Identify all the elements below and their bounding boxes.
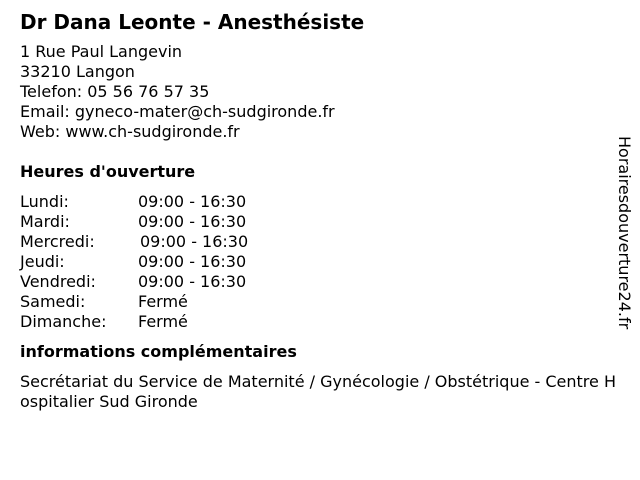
email-line: Email: gyneco-mater@ch-sudgironde.fr [20, 102, 335, 121]
page-title: Dr Dana Leonte - Anesthésiste [20, 10, 365, 34]
web-line: Web: www.ch-sudgironde.fr [20, 122, 240, 141]
time-value: Fermé [138, 312, 188, 331]
day-label: Lundi: [20, 192, 69, 211]
street-address: 1 Rue Paul Langevin [20, 42, 183, 61]
info-heading: informations complémentaires [20, 342, 297, 361]
hours-row-sunday [20, 312, 610, 332]
city-address: 33210 Langon [20, 62, 135, 81]
hours-row-monday [20, 192, 610, 212]
time-value: 09:00 - 16:30 [138, 212, 247, 231]
hours-row-tuesday [20, 212, 610, 232]
business-card [20, 8, 616, 412]
hours-heading: Heures d'ouverture [20, 162, 196, 181]
hours-table [20, 192, 610, 332]
contact-block [20, 42, 610, 142]
day-label: Jeudi: [20, 252, 65, 271]
time-value: 09:00 - 16:30 [138, 272, 247, 291]
hours-row-saturday [20, 292, 610, 312]
day-label: Dimanche: [20, 312, 107, 331]
hours-row-wednesday [20, 232, 610, 252]
day-label: Mercredi: [20, 232, 95, 251]
time-value: Fermé [138, 292, 188, 311]
day-label: Vendredi: [20, 272, 96, 291]
site-watermark: Horairesdouverture24.fr [615, 136, 634, 330]
hours-row-friday [20, 272, 610, 292]
day-label: Mardi: [20, 212, 70, 231]
hours-row-thursday [20, 252, 610, 272]
info-text: Secrétariat du Service de Maternité / Gynécologie / Obstétrique - Centre Hospitalier Sud Gironde [20, 372, 616, 411]
phone-line: Telefon: 05 56 76 57 35 [20, 82, 210, 101]
day-label: Samedi: [20, 292, 86, 311]
time-value: 09:00 - 16:30 [138, 252, 247, 271]
time-value: 09:00 - 16:30 [140, 232, 249, 251]
time-value: 09:00 - 16:30 [138, 192, 247, 211]
